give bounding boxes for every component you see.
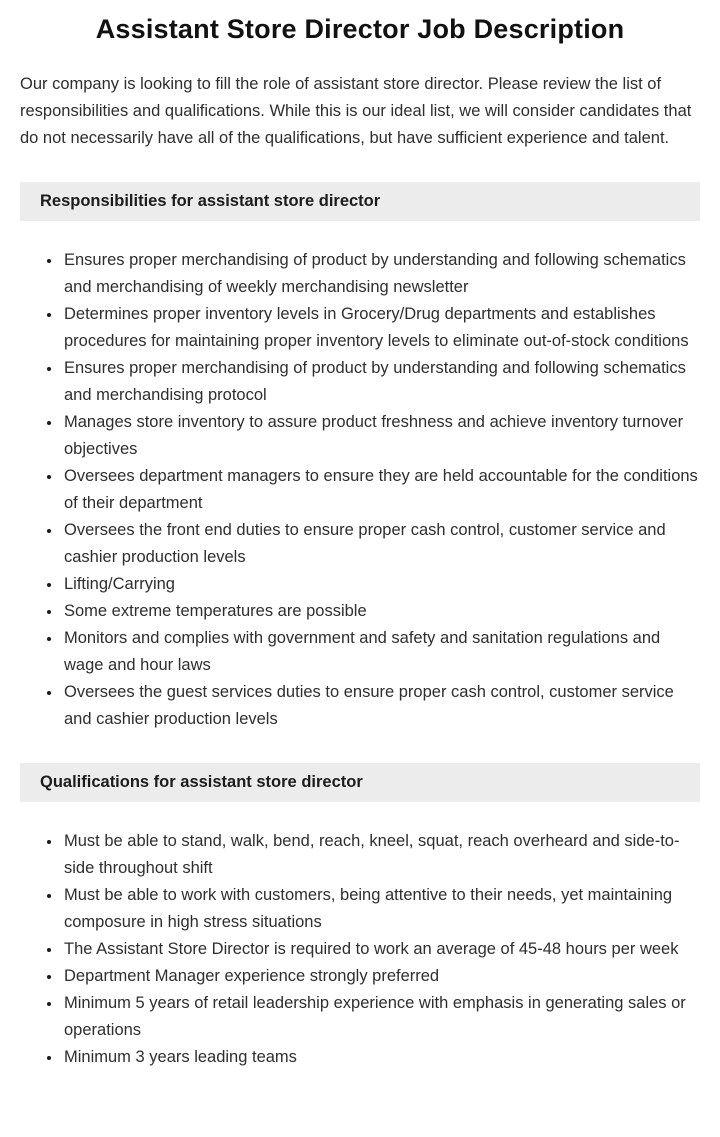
list-item: • Monitors and complies with government and safety and sanitation regulations and wage and hour laws [62,625,700,679]
section-heading-qualifications: Qualifications for assistant store director [20,763,700,802]
list-item: • Lifting/Carrying [62,571,700,598]
list-item: • Must be able to work with customers, being attentive to their needs, yet maintaining composure in high stress situations [62,882,700,936]
responsibilities-list [20,247,700,733]
list-item: • Ensures proper merchandising of product by understanding and following schematics and merchandising of weekly merchandising newsletter [62,247,700,301]
list-item: • Ensures proper merchandising of product by understanding and following schematics and merchandising protocol [62,355,700,409]
list-item: • Must be able to stand, walk, bend, reach, kneel, squat, reach overheard and side-to-side throughout shift [62,828,700,882]
qualifications-list [20,828,700,1071]
page-title: Assistant Store Director Job Description [95,14,625,44]
section-heading-responsibilities: Responsibilities for assistant store director [20,182,700,221]
list-item: • Minimum 5 years of retail leadership experience with emphasis in generating sales or operations [62,990,700,1044]
intro-paragraph: Our company is looking to fill the role of assistant store director. Please review the list of responsibilities and qualifications. While this is our ideal list, we will consider candidates that do not necessarily have all of the qualifications, but have sufficient experience and talent. [20,75,692,147]
list-item: • The Assistant Store Director is required to work an average of 45-48 hours per week [62,936,700,963]
list-item: • Manages store inventory to assure product freshness and achieve inventory turnover objectives [62,409,700,463]
list-item: • Oversees the guest services duties to ensure proper cash control, customer service and cashier production levels [62,679,700,733]
list-item: • Oversees department managers to ensure they are held accountable for the conditions of their department [62,463,700,517]
list-item: • Oversees the front end duties to ensure proper cash control, customer service and cashier production levels [62,517,700,571]
list-item: • Determines proper inventory levels in Grocery/Drug departments and establishes procedures for maintaining proper inventory levels to eliminate out-of-stock conditions [62,301,700,355]
list-item: • Some extreme temperatures are possible [62,598,700,625]
list-item: • Department Manager experience strongly preferred [62,963,700,990]
list-item: • Minimum 3 years leading teams [62,1044,700,1071]
